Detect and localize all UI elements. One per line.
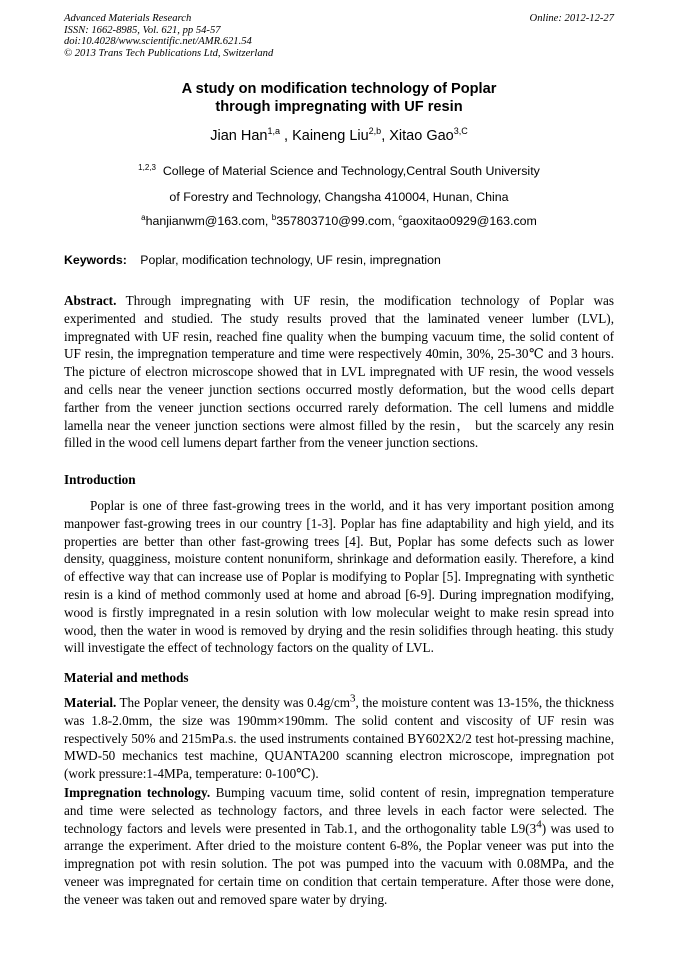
title-line-2: through impregnating with UF resin <box>215 99 463 115</box>
author-separator: , <box>381 128 390 144</box>
email-line: $^a$hanjianwm@163.com, $^b$357803710@99.com, $^c$gaoxitao0929@163.com <box>141 212 537 228</box>
copyright-line: © 2013 Trans Tech Publications Ltd, Switzerland <box>64 47 274 59</box>
author-superscript: 3,C <box>453 126 468 137</box>
issn-line: ISSN: 1662-8985, Vol. 621, pp 54-57 <box>64 24 221 36</box>
impregnation-paragraph: Impregnation technology. Bumping vacuum time, solid content of resin, impregnation temperature and time were selected as technology factors, and three levels in each factor were selected. The technology factors and levels were presented in Tab.1, and the orthogonality table $L9(3^4)$ was used to arrange the experiment. After dried to the moisture content 6-8%, the Poplar veneer was put into the impregnation pot with resin solution. The pot was pumped into the vacuum with 0.08MPa, and the veneer was impregnated for certain time on condition that certain temperature. After those were done, the veneer was taken out and removed spare water by drying. <box>64 785 614 907</box>
journal-header <box>64 13 273 59</box>
email-b: 357803710@99.com, <box>276 214 399 228</box>
affiliation-line-2: of Forestry and Technology, Changsha 410004, Hunan, China <box>169 190 509 204</box>
keywords-text: Poplar, modification technology, UF resin, impregnation <box>140 253 441 267</box>
title-line-1: A study on modification technology of Poplar <box>181 81 497 97</box>
author-name: Jian Han <box>210 128 268 144</box>
doi-line: doi:10.4028/www.scientific.net/AMR.621.54 <box>64 36 252 48</box>
abstract-paragraph <box>64 292 614 452</box>
author-superscript: 2,b <box>368 126 382 137</box>
introduction-paragraph: Poplar is one of three fast-growing trees in the world, and it has very important position among manpower fast-growing trees in our country [1-3]. Poplar has fine adaptability and high yield, and its properties are better than other fast-growing trees [4]. But, Poplar has some defects such as lower density, quagginess, moisture content nonuniform, shrinkage and deformation easily. Therefore, a kind of effective way that can increase use of Poplar is modifying to Poplar [5]. Impregnating with synthetic resin is a kind of method commonly used at home and abroad [6-9]. During impregnation modifying, wood is firstly impregnated in a resin solution with low molecular weight to make resin spread into wood, then the water in wood is removed by drying and the resin solidifies through heating. this study will investigate the effect of technology factors on the quality of LVL. <box>64 498 614 656</box>
author-superscript: 1,a <box>267 126 280 137</box>
author-list <box>0 128 678 144</box>
material-paragraph: Material. The Poplar veneer, the density was $0.4g/cm^3$, the moisture content was 13-15%, the thickness was 1.8-2.0mm, the size was 190mm×190mm. The solid content and viscosity of UF resin was respectively 50% and 215mPa.s. the used instruments contained BY602X2/2 test hot-pressing machine, MWD-50 mechanics test machine, QUANTA200 scanning electron microscope, impregnation pot (work pressure:1-4MPa, temperature: 0-100℃). <box>64 692 614 782</box>
impregnation-label: Impregnation technology. <box>64 785 211 800</box>
methods-heading: Material and methods <box>64 670 189 685</box>
email-a: hanjianwm@163.com, <box>145 214 272 228</box>
keywords-label: Keywords: <box>64 253 127 267</box>
introduction-heading: Introduction <box>64 472 136 487</box>
paper-title <box>0 80 678 116</box>
affiliation-superscript: 1,2,3 <box>138 162 156 172</box>
abstract-label: Abstract. <box>64 293 117 308</box>
online-date: Online: 2012-12-27 <box>529 13 614 24</box>
author-name: Kaineng Liu <box>292 128 369 144</box>
journal-name: Advanced Materials Research <box>64 13 192 24</box>
keywords-line <box>64 253 441 267</box>
material-label: Material. <box>64 695 117 710</box>
author-name: Xitao Gao <box>389 128 454 144</box>
email-c: gaoxitao0929@163.com <box>402 214 537 228</box>
abstract-text: Through impregnating with UF resin, the modification technology of Poplar was experimented and studied. The study results proved that the laminated veneer lumber (LVL), impregnated with UF resin, reached fine quality when the bumping vacuum time, the solid content of UF resin, the impregnation temperature and time were respectively 40min, 30%, 25-30℃ and 3 hours. The picture of electron microscope showed that in LVL impregnated with UF resin, the wood vessels and cells near the veneer junction sections occurred mostly deformation, but the wood cells depart farther from the veneer junction sections occurred rarely deformation. The cell lumens and middle lamella near the veneer junction sections were almost filled by the resin， but the scarcely any resin filled in the wood cell lumens depart farther from the veneer junction sections. <box>64 293 614 451</box>
affiliation-line-1: $^{1,2,3}$ College of Material Science and Technology,Central South University <box>138 162 540 178</box>
author-separator: , <box>279 128 293 144</box>
